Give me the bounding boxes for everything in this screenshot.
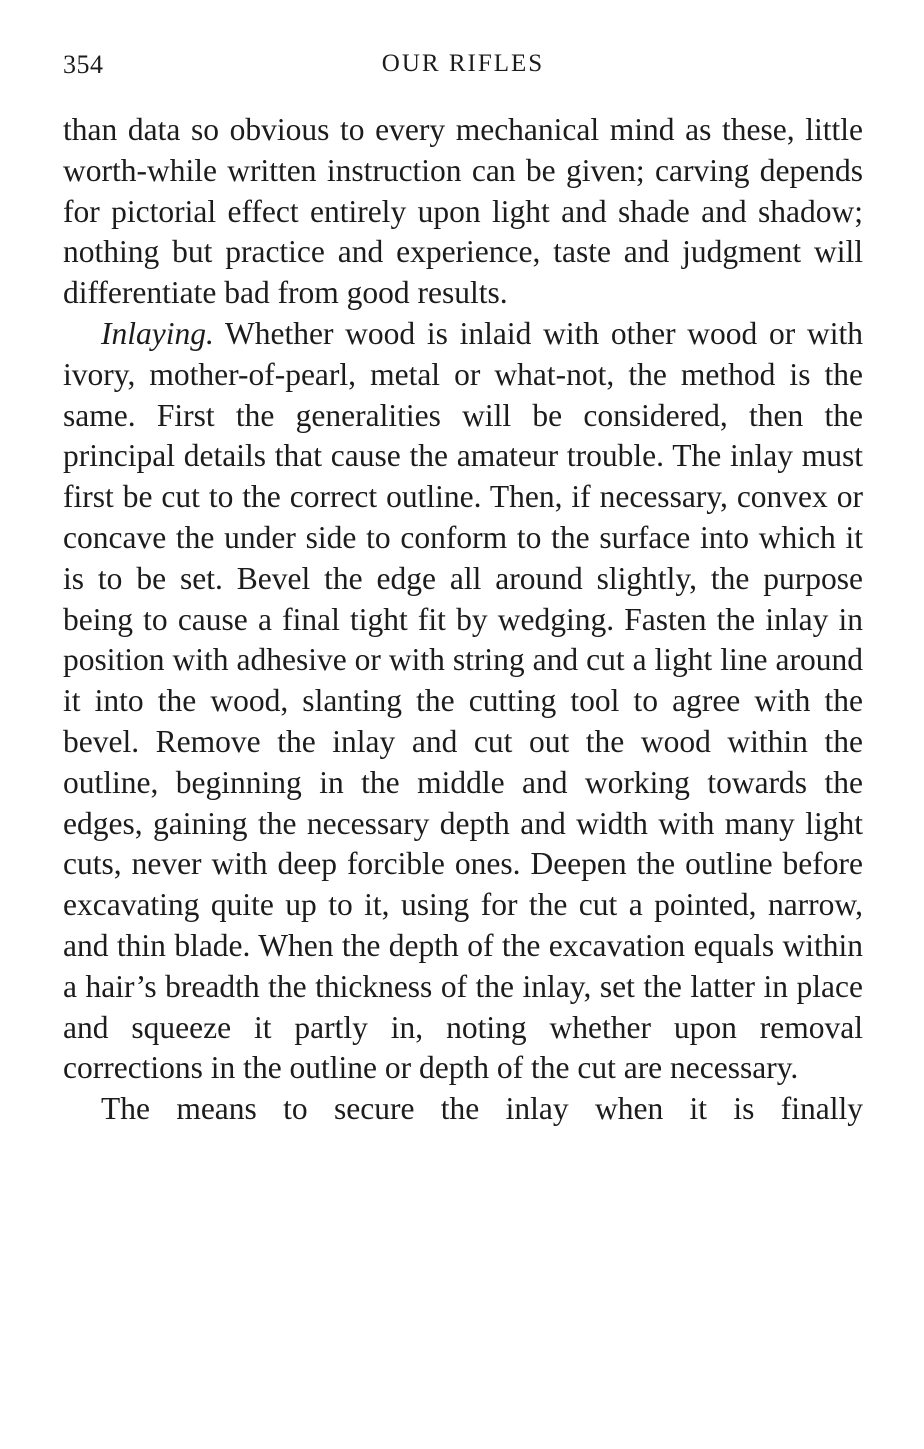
body-text — [63, 110, 863, 1130]
paragraph-carving-conclusion — [63, 110, 863, 314]
page-number: 354 — [63, 50, 104, 79]
paragraph-text: Whether wood is inlaid with other wood or with ivory, mother-of-pearl, metal or what-not, the method is the same. First the generalities will be considered, then the principal details that cause the amateur trouble. The inlay must first be cut to the correct outline. Then, if necessary, convex or concave the under side to conform to the surface into which it is to be set. Bevel the edge all around slightly, the purpose being to cause a final tight fit by wedging. Fasten the inlay in position with adhesive or with string and cut a light line around it into the wood, slanting the cutting tool to agree with the bevel. Remove the inlay and cut out the wood within the outline, beginning in the middle and working towards the edges, gaining the necessary depth and width with many light cuts, never with deep forcible ones. Deepen the outline before excavating quite up to it, using for the cut a pointed, narrow, and thin blade. When the depth of the excavation equals within a hair’s breadth the thickness of the inlay, set the latter in place and squeeze it partly in, noting whether upon removal corrections in the outline or depth of the cut are necessary. — [63, 315, 863, 1086]
paragraph-inlaying — [63, 314, 863, 1089]
paragraph-text: than data so obvious to every mechanical mind as these, little worth-while written instruction can be given; carving depends for pictorial effect entirely upon light and shade and shadow; nothing but practice and experience, taste and judgment will differentiate bad from good results. — [63, 112, 863, 311]
paragraph-text: The means to secure the inlay when it is finally — [101, 1091, 863, 1127]
paragraph-securing-inlay — [63, 1089, 863, 1130]
running-head — [63, 50, 863, 90]
running-title: OUR RIFLES — [381, 50, 545, 77]
section-lead-inlaying: Inlaying. — [101, 315, 214, 351]
